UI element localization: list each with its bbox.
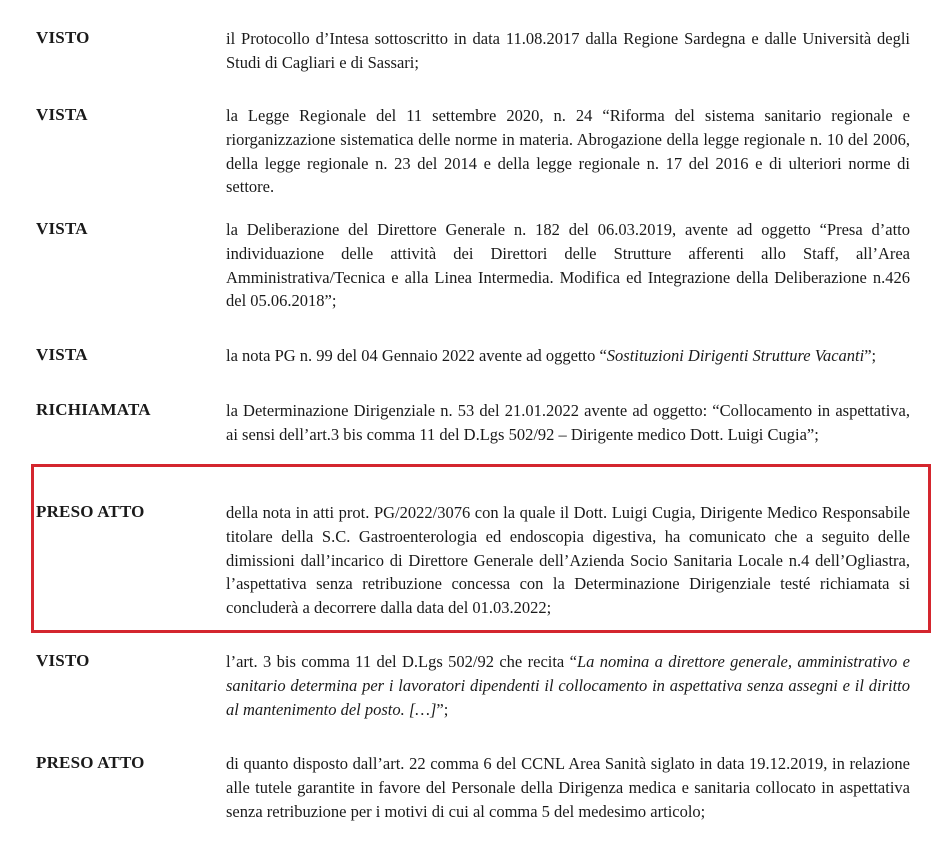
text-before: la nota PG n. 99 del 04 Gennaio 2022 avente ad oggetto “ xyxy=(226,346,607,365)
section-label: VISTA xyxy=(36,105,88,124)
section-text: la Deliberazione del Direttore Generale n. 182 del 06.03.2019, avente ad oggetto “Presa d’atto individuazione delle attività dei Direttori delle Strutture afferenti allo Staff, all’Area Amministrativa/Tecnica e alla Linea Intermedia. Modifica ed Integrazione della Deliberazione n.426 del 05.06.2018”; xyxy=(226,220,910,311)
section-label: VISTA xyxy=(36,345,88,364)
text-after: ”; xyxy=(436,699,449,719)
section-text: della nota in atti prot. PG/2022/3076 con la quale il Dott. Luigi Cugia, Dirigente Medico Responsabile titolare della S.C. Gastroenterologia ed endoscopia digestiva, ha comunicato che a seguito delle dimissioni dall’incarico di Direttore Generale dell’Azienda Socio Sanitaria Locale n.4 dell’Ogliastra, l’aspettativa senza retribuzione concessa con la Determinazione Dirigenziale testé richiamata si concluderà a decorrere dalla data del 01.03.2022; xyxy=(226,503,910,618)
italic-quote: Sostituzioni Dirigenti Strutture Vacanti xyxy=(606,346,865,365)
section-text: la Legge Regionale del 11 settembre 2020, n. 24 “Riforma del sistema sanitario regionale e riorganizzazione sistematica delle norme in materia. Abrogazione della legge regionale n. 10 del 2006, della legge regionale n. 23 del 2014 e della legge regionale n. 17 del 2016 e di ulteriori norme di settore. xyxy=(226,106,910,197)
italic-quote: La nomina a direttore generale, amministrativo e sanitario determina per i lavoratori dipendenti il collocamento in aspettativa senza assegni e il diritto al mantenimento del posto. […] xyxy=(226,652,910,719)
section-label: PRESO ATTO xyxy=(36,502,145,521)
section-text: la Determinazione Dirigenziale n. 53 del 21.01.2022 avente ad oggetto: “Collocamento in aspettativa, ai sensi dell’art.3 bis comma 11 del D.Lgs 502/92 – Dirigente medico Dott. Luigi Cugia”; xyxy=(226,401,910,444)
text-after: ”; xyxy=(864,346,877,365)
section-label: VISTO xyxy=(36,28,90,47)
section-text xyxy=(226,650,910,721)
section-label: PRESO ATTO xyxy=(36,753,145,772)
section-label: VISTA xyxy=(36,219,88,238)
text-before: l’art. 3 bis comma 11 del D.Lgs 502/92 che recita “ xyxy=(226,652,577,671)
section-text: di quanto disposto dall’art. 22 comma 6 del CCNL Area Sanità siglato in data 19.12.2019, in relazione alle tutele garantite in favore del Personale della Dirigenza medica e sanitaria collocato in aspettativa senza retribuzione per i motivi di cui al comma 5 del medesimo articolo; xyxy=(226,754,910,821)
section-text xyxy=(226,344,910,368)
section-label: RICHIAMATA xyxy=(36,400,151,419)
section-text: il Protocollo d’Intesa sottoscritto in data 11.08.2017 dalla Regione Sardegna e dalle Università degli Studi di Cagliari e di Sassari; xyxy=(226,29,910,72)
section-label: VISTO xyxy=(36,651,90,670)
